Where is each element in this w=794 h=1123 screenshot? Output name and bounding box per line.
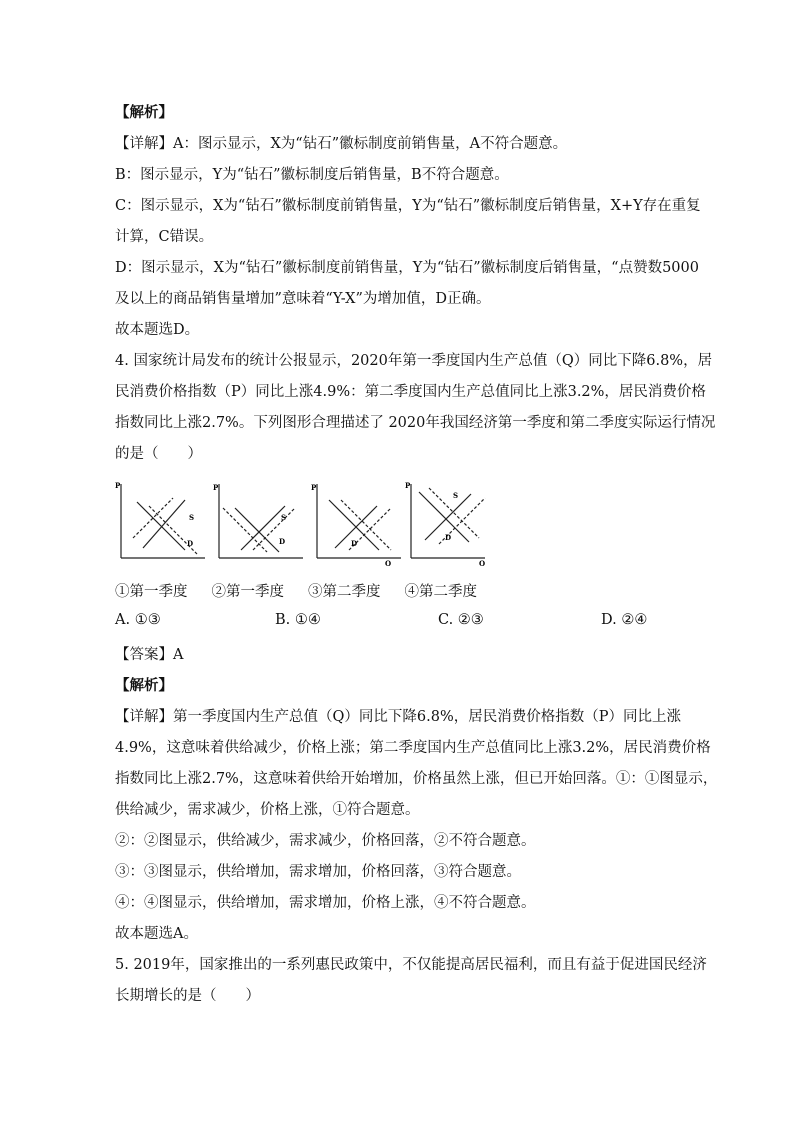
text-line: 【解析】: [115, 677, 173, 694]
answer-option: B. ①④: [275, 612, 321, 628]
svg-text:S: S: [453, 491, 459, 500]
text-line: 民消费价格指数（P）同比上涨4.9%：第二季度国内生产总值同比上涨3.2%，居民消费价格: [115, 384, 706, 400]
text-line: 指数同比上涨2.7%，这意味着供给开始增加，价格虽然上涨，但已开始回落。①：①图显示，: [115, 771, 718, 787]
text-line: 及以上的商品销售量增加”意味着“Y-X”为增加值，D正确。: [115, 291, 491, 307]
text-line: 供给减少，需求减少，价格上涨，①符合题意。: [115, 802, 420, 818]
text-line: B：图示显示，Y为“钻石”徽标制度后销售量，B不符合题意。: [115, 167, 509, 183]
figure-3: [311, 478, 403, 566]
text-line: 5. 2019年，国家推出的一系列惠民政策中，不仅能提高居民福利，而且有益于促进国民经济: [115, 957, 707, 973]
text-line: ③：③图显示，供给增加，需求增加，价格回落，③符合题意。: [115, 864, 521, 880]
figure-caption: ②第一季度: [211, 584, 284, 600]
svg-text:P: P: [213, 483, 219, 492]
svg-text:P: P: [311, 483, 317, 492]
text-line: ②：②图显示，供给减少，需求减少，价格回落，②不符合题意。: [115, 833, 536, 849]
figure-caption: ④第二季度: [404, 584, 477, 600]
text-line: 【解析】: [115, 104, 173, 121]
supply-demand-figures: [115, 478, 495, 566]
figure-1: [115, 478, 207, 566]
svg-text:D: D: [187, 539, 194, 548]
text-line: 的是（ ）: [115, 446, 202, 462]
text-line: 长期增长的是（ ）: [115, 988, 260, 1004]
svg-text:S: S: [281, 513, 287, 522]
text-line: 计算，C错误。: [115, 229, 214, 245]
figure-captions: [115, 580, 501, 601]
svg-text:D: D: [351, 539, 358, 548]
figure-2: [213, 478, 305, 566]
svg-text:P: P: [405, 481, 411, 490]
svg-text:Q: Q: [479, 559, 486, 566]
text-line: 4.9%，这意味着供给减少，价格上涨；第二季度国内生产总值同比上涨3.2%，居民消费价格: [115, 740, 711, 756]
figure-caption: ③第二季度: [308, 584, 381, 600]
svg-text:D: D: [279, 537, 286, 546]
answer-option: C. ②③: [438, 612, 484, 628]
text-line: 故本题选D。: [115, 322, 200, 338]
figure-caption: ①第一季度: [115, 584, 188, 600]
text-line: D：图示显示，X为“钻石”徽标制度前销售量，Y为“钻石”徽标制度后销售量，“点赞数5000: [115, 260, 699, 276]
text-line: 指数同比上涨2.7%。下列图形合理描述了 2020年我国经济第一季度和第二季度实际运行情况: [115, 415, 716, 431]
text-line: C：图示显示，X为“钻石”徽标制度前销售量，Y为“钻石”徽标制度后销售量，X+Y存在重复: [115, 198, 701, 214]
svg-text:Q: Q: [385, 559, 392, 566]
text-line: 4. 国家统计局发布的统计公报显示，2020年第一季度国内生产总值（Q）同比下降6.8%，居: [115, 353, 713, 369]
answer-option: D. ②④: [601, 612, 648, 628]
text-line: ④：④图显示，供给增加，需求增加，价格上涨，④不符合题意。: [115, 895, 536, 911]
text-line: 【详解】A：图示显示，X为“钻石”徽标制度前销售量，A不符合题意。: [115, 136, 568, 152]
answer-option: A. ①③: [115, 612, 161, 628]
svg-text:S: S: [189, 513, 195, 522]
svg-text:D: D: [445, 533, 452, 542]
figure-4: [405, 478, 497, 566]
svg-text:P: P: [115, 481, 121, 490]
text-line: 故本题选A。: [115, 926, 198, 942]
text-line: 【详解】第一季度国内生产总值（Q）同比下降6.8%，居民消费价格指数（P）同比上涨: [115, 709, 681, 725]
text-line: 【答案】A: [115, 647, 184, 663]
